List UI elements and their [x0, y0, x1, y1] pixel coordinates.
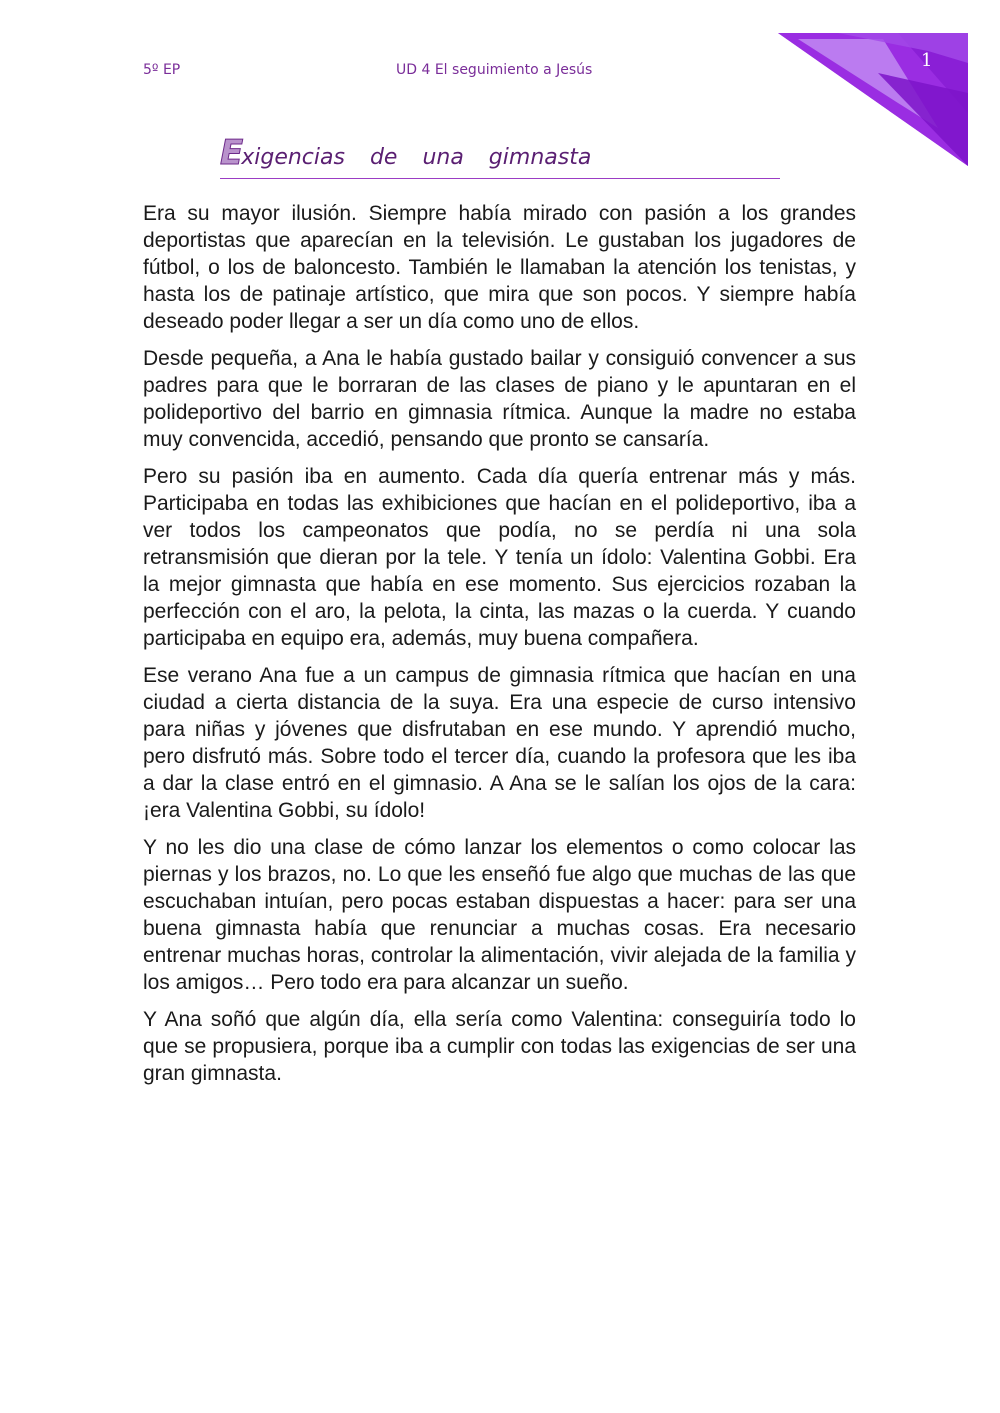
title-initial: E: [220, 133, 244, 173]
paragraph-1: Era su mayor ilusión. Siempre había mirado con pasión a los grandes deportistas que aparecían en la televisión. Le gustaban los jugadores de fútbol, o los de baloncesto. También le llamaban la atención los tenistas, y hasta los de patinaje artístico, que mira que son pocos. Y siempre había deseado poder llegar a ser un día como uno de ellos.: [143, 202, 856, 333]
page-title: [220, 134, 780, 177]
page-number: 1: [921, 50, 933, 71]
corner-decoration: [778, 33, 968, 166]
paragraph-5: Y no les dio una clase de cómo lanzar los elementos o como colocar las piernas y los brazos, no. Lo que les enseñó fue algo que muchas de las que escuchaban intuían, pero pocas estaban dispuestas a hacer: para ser una buena gimnasta había que renunciar a muchas cosas. Era necesario entrenar muchas horas, controlar la alimentación, vivir alejada de la familia y los amigos… Pero todo era para alcanzar un sueño.: [143, 836, 856, 994]
title-text: xigencias de una gimnasta: [241, 145, 592, 170]
title-block: [220, 134, 780, 179]
paragraph-3: Pero su pasión iba en aumento. Cada día quería entrenar más y más. Participaba en todas las exhibiciones que hacían en el polideportivo, iba a ver todos los campeonatos que podía, no se perdía ni una sola retransmisión que dieran por la tele. Y tenía un ídolo: Valentina Gobbi. Era la mejor gimnasta que había en ese momento. Sus ejercicios rozaban la perfección con el aro, la pelota, la cinta, las mazas o la cuerda. Y cuando participaba en equipo era, además, muy buena compañera.: [143, 465, 856, 650]
header-level: 5º EP: [143, 62, 181, 78]
header-unit-title: UD 4 El seguimiento a Jesús: [396, 62, 593, 78]
story-body: [143, 200, 856, 1097]
paragraph-4: Ese verano Ana fue a un campus de gimnasia rítmica que hacían en una ciudad a cierta distancia de la suya. Era una especie de curso intensivo para niñas y jóvenes que disfrutaban en ese mundo. Y aprendió mucho, pero disfrutó más. Sobre todo el tercer día, cuando la profesora que les iba a dar la clase entró en el gimnasio. A Ana se le salían los ojos de la cara: ¡era Valentina Gobbi, su ídolo!: [143, 664, 856, 822]
paragraph-6: Y Ana soñó que algún día, ella sería como Valentina: conseguiría todo lo que se propusiera, porque iba a cumplir con todas las exigencias de ser una gran gimnasta.: [143, 1008, 856, 1085]
paragraph-2: Desde pequeña, a Ana le había gustado bailar y consiguió convencer a sus padres para que le borraran de las clases de piano y le apuntaran en el polideportivo del barrio en gimnasia rítmica. Aunque la madre no estaba muy convencida, accedió, pensando que pronto se cansaría.: [143, 347, 856, 451]
